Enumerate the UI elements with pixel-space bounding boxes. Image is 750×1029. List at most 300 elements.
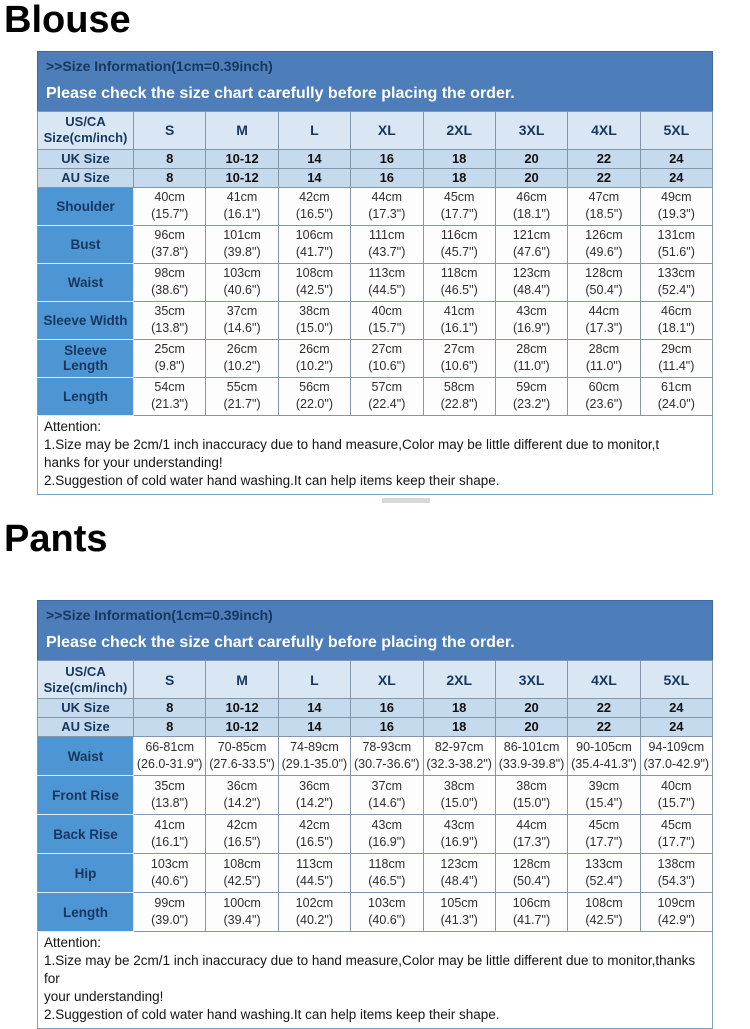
measurement-row: [38, 263, 713, 301]
measurement-cell: [134, 377, 206, 415]
measurement-cell: [206, 854, 278, 893]
uk-size-row-value: 18: [423, 149, 495, 168]
measurement-cell: [351, 301, 423, 339]
value-cm: 96cm: [154, 227, 185, 242]
value-cm: 123cm: [440, 856, 478, 871]
spacer: [0, 564, 750, 600]
uk-size-row: [38, 149, 713, 168]
value-inch: (29.1-35.0"): [281, 757, 348, 772]
value-cm: 57cm: [371, 379, 403, 394]
value-inch: (27.6-33.5"): [209, 757, 275, 772]
measurement-cell: [351, 339, 423, 377]
value-cm: 103cm: [223, 265, 261, 280]
measurement-cell: [423, 187, 495, 225]
value-cm: 49cm: [661, 189, 692, 204]
value-inch: (17.3"): [368, 207, 406, 222]
value-inch: (22.0"): [295, 397, 333, 412]
value-cm: 40cm: [154, 189, 185, 204]
value-cm: 42cm: [299, 817, 330, 832]
size-column-header: M: [206, 661, 278, 699]
value-inch: (52.4"): [585, 874, 623, 889]
value-inch: (10.6"): [440, 359, 478, 374]
value-inch: (48.4"): [440, 874, 478, 889]
attention-line: Attention:: [44, 418, 102, 434]
uk-size-row: [38, 699, 713, 718]
us-ca-line2: Size(cm/inch): [43, 130, 128, 146]
measurement-cell: [351, 854, 423, 893]
value-cm: 36cm: [226, 778, 258, 793]
measurement-cell: [351, 815, 423, 854]
value-inch: (46.5"): [368, 874, 406, 889]
au-size-row-value: 16: [351, 718, 423, 737]
value-inch: (18.1"): [657, 321, 695, 336]
value-inch: (44.5"): [368, 283, 406, 298]
measurement-row: [38, 815, 713, 854]
value-cm: 113cm: [296, 856, 333, 871]
measurement-label: Waist: [38, 263, 134, 301]
value-cm: 100cm: [223, 895, 261, 910]
value-inch: (22.4"): [368, 397, 406, 412]
au-size-row-value: 22: [568, 718, 640, 737]
value-inch: (50.4"): [513, 874, 551, 889]
measurement-row: [38, 737, 713, 776]
measurement-cell: [278, 776, 350, 815]
uk-size-row-value: 8: [134, 699, 206, 718]
size-column-header: XL: [351, 661, 423, 699]
measurement-cell: [423, 377, 495, 415]
attention-line: 2.Suggestion of cold water hand washing.It can help items keep their shape.: [44, 1007, 500, 1023]
value-cm: 108cm: [223, 856, 261, 871]
measurement-cell: [568, 893, 640, 932]
value-cm: 116cm: [440, 227, 478, 242]
measurement-cell: [568, 225, 640, 263]
measurement-cell: [640, 893, 712, 932]
measurement-cell: [134, 737, 206, 776]
measurement-cell: [640, 737, 712, 776]
value-inch: (44.5"): [295, 874, 333, 889]
value-cm: 44cm: [516, 817, 547, 832]
value-cm: 74-89cm: [290, 739, 339, 754]
value-inch: (40.2"): [295, 913, 333, 928]
value-cm: 108cm: [295, 265, 334, 280]
value-inch: (15.7"): [657, 796, 695, 811]
measurement-cell: [423, 301, 495, 339]
value-inch: (41.7"): [295, 245, 333, 260]
value-inch: (42.9"): [657, 913, 695, 928]
measurement-cell: [351, 893, 423, 932]
measurement-cell: [495, 854, 567, 893]
value-cm: 94-109cm: [648, 739, 705, 754]
value-inch: (16.1"): [440, 321, 478, 336]
value-inch: (17.7"): [657, 835, 695, 850]
size-column-header: XL: [351, 111, 423, 149]
value-inch: (18.5"): [585, 207, 623, 222]
measurement-label: Back Rise: [38, 815, 134, 854]
value-cm: 103cm: [150, 856, 189, 871]
value-inch: (17.3"): [513, 835, 551, 850]
us-ca-line2: Size(cm/inch): [43, 679, 128, 695]
size-column-header: L: [278, 111, 350, 149]
value-inch: (48.4"): [513, 283, 551, 298]
blouse-title: Blouse: [4, 0, 131, 41]
size-column-header: 2XL: [423, 111, 495, 149]
uk-size-row-value: 18: [423, 699, 495, 718]
measurement-cell: [640, 263, 712, 301]
measurement-label: Bust: [38, 225, 134, 263]
measurement-cell: [278, 339, 350, 377]
measurement-cell: [495, 815, 567, 854]
measurement-cell: [640, 854, 712, 893]
value-inch: (11.4"): [658, 359, 695, 374]
measurement-cell: [423, 854, 495, 893]
measurement-cell: [640, 301, 712, 339]
value-cm: 102cm: [295, 895, 334, 910]
measurement-cell: [278, 377, 350, 415]
value-inch: (16.5"): [295, 835, 333, 850]
measurement-cell: [206, 737, 278, 776]
value-cm: 60cm: [588, 379, 620, 394]
blouse-size-check-note: Please check the size chart carefully before placing the order.: [46, 84, 515, 102]
measurement-cell: [278, 815, 350, 854]
measurement-cell: [640, 225, 712, 263]
measurement-row: [38, 893, 713, 932]
value-cm: 123cm: [512, 265, 551, 280]
measurement-row: [38, 339, 713, 377]
value-inch: (37.0-42.9"): [643, 757, 710, 772]
blouse-section: [0, 0, 750, 503]
measurement-cell: [278, 225, 350, 263]
value-inch: (24.0"): [657, 397, 695, 412]
value-cm: 118cm: [368, 856, 406, 871]
uk-size-row-value: 16: [351, 699, 423, 718]
blouse-size-table: [37, 111, 713, 416]
measurement-cell: [568, 854, 640, 893]
size-column-header: 4XL: [568, 661, 640, 699]
value-inch: (41.7"): [513, 913, 551, 928]
value-cm: 82-97cm: [434, 739, 484, 754]
uk-size-row-value: 20: [495, 699, 567, 718]
measurement-cell: [351, 377, 423, 415]
value-cm: 41cm: [226, 189, 258, 204]
measurement-cell: [206, 187, 278, 225]
value-inch: (22.8"): [440, 397, 478, 412]
value-cm: 128cm: [512, 856, 551, 871]
value-cm: 86-101cm: [503, 739, 560, 754]
uk-size-row-value: 22: [568, 699, 640, 718]
measurement-cell: [495, 187, 567, 225]
value-inch: (14.2"): [223, 796, 261, 811]
size-column-header: 2XL: [423, 661, 495, 699]
measurement-cell: [206, 776, 278, 815]
measurement-label: Length: [38, 377, 134, 415]
measurement-cell: [568, 737, 640, 776]
uk-size-row-label: UK Size: [38, 699, 134, 718]
measurement-cell: [134, 893, 206, 932]
value-cm: 59cm: [516, 379, 547, 394]
value-inch: (47.6"): [513, 245, 551, 260]
value-cm: 133cm: [657, 265, 696, 280]
value-cm: 26cm: [226, 341, 258, 356]
measurement-cell: [134, 339, 206, 377]
uk-size-row-value: 24: [640, 149, 712, 168]
measurement-cell: [278, 854, 350, 893]
measurement-cell: [134, 187, 206, 225]
pants-size-table: [37, 660, 713, 932]
au-size-row-value: 18: [423, 718, 495, 737]
value-inch: (45.7"): [440, 245, 478, 260]
measurement-row: [38, 377, 713, 415]
measurement-label: Hip: [38, 854, 134, 893]
measurement-cell: [495, 263, 567, 301]
measurement-label: Waist: [38, 737, 134, 776]
size-column-header: S: [134, 111, 206, 149]
uk-size-row-value: 24: [640, 699, 712, 718]
value-cm: 35cm: [154, 303, 185, 318]
value-inch: (10.2"): [223, 359, 261, 374]
size-column-header: M: [206, 111, 278, 149]
value-cm: 40cm: [371, 303, 403, 318]
uk-size-row-value: 14: [278, 699, 350, 718]
measurement-cell: [495, 737, 567, 776]
value-inch: (51.6"): [657, 245, 695, 260]
uk-size-row-value: 16: [351, 149, 423, 168]
pants-size-chart-panel: [37, 600, 713, 1029]
value-inch: (16.9"): [368, 835, 406, 850]
attention-line: your understanding!: [44, 989, 164, 1005]
measurement-cell: [134, 225, 206, 263]
value-inch: (10.2"): [295, 359, 333, 374]
value-cm: 106cm: [512, 895, 551, 910]
size-header-row: [38, 661, 713, 699]
value-inch: (14.6"): [368, 796, 406, 811]
value-cm: 61cm: [661, 379, 692, 394]
measurement-cell: [640, 377, 712, 415]
value-inch: (17.7"): [585, 835, 623, 850]
value-inch: (16.9"): [440, 835, 478, 850]
value-cm: 28cm: [588, 341, 620, 356]
measurement-row: [38, 854, 713, 893]
au-size-row-label: AU Size: [38, 718, 134, 737]
measurement-label: Length: [38, 893, 134, 932]
pants-size-check-note: Please check the size chart carefully before placing the order.: [46, 634, 515, 652]
au-size-row-value: 20: [495, 168, 567, 187]
measurement-cell: [206, 377, 278, 415]
au-size-row-label: AU Size: [38, 168, 134, 187]
value-cm: 98cm: [154, 265, 185, 280]
uk-size-row-value: 8: [134, 149, 206, 168]
value-cm: 133cm: [585, 856, 623, 871]
measurement-cell: [134, 854, 206, 893]
measurement-cell: [423, 893, 495, 932]
measurement-cell: [640, 339, 712, 377]
value-cm: 118cm: [440, 265, 478, 280]
value-cm: 41cm: [154, 817, 185, 832]
value-cm: 113cm: [368, 265, 406, 280]
value-inch: (21.7"): [223, 397, 261, 412]
value-cm: 58cm: [443, 379, 475, 394]
measurement-cell: [568, 776, 640, 815]
size-column-header: 3XL: [495, 111, 567, 149]
value-inch: (38.6"): [151, 283, 189, 298]
au-size-row-value: 8: [134, 168, 206, 187]
value-inch: (16.5"): [223, 835, 261, 850]
au-size-row-value: 20: [495, 718, 567, 737]
value-inch: (40.6"): [368, 913, 406, 928]
value-inch: (46.5"): [440, 283, 478, 298]
au-size-row-value: 10-12: [206, 718, 278, 737]
value-cm: 43cm: [516, 303, 547, 318]
value-cm: 35cm: [154, 778, 185, 793]
value-cm: 46cm: [661, 303, 692, 318]
us-ca-line1: US/CA: [65, 663, 106, 679]
value-cm: 43cm: [443, 817, 475, 832]
measurement-cell: [423, 737, 495, 776]
au-size-row-value: 24: [640, 168, 712, 187]
value-cm: 41cm: [443, 303, 475, 318]
value-inch: (15.0"): [440, 796, 478, 811]
us-ca-size-header: [38, 661, 134, 699]
size-column-header: 3XL: [495, 661, 567, 699]
value-cm: 29cm: [661, 341, 692, 356]
measurement-cell: [640, 776, 712, 815]
value-cm: 27cm: [371, 341, 403, 356]
measurement-cell: [134, 301, 206, 339]
pants-size-info-heading: >>Size Information(1cm=0.39inch): [46, 607, 273, 624]
measurement-cell: [278, 301, 350, 339]
uk-size-row-value: 10-12: [206, 699, 278, 718]
measurement-cell: [134, 776, 206, 815]
measurement-row: [38, 187, 713, 225]
pants-section: [0, 503, 750, 1029]
value-cm: 106cm: [295, 227, 334, 242]
value-cm: 45cm: [443, 189, 475, 204]
value-inch: (39.8"): [223, 245, 261, 260]
uk-size-row-label: UK Size: [38, 149, 134, 168]
au-size-row-value: 18: [423, 168, 495, 187]
measurement-cell: [206, 301, 278, 339]
value-cm: 38cm: [299, 303, 330, 318]
value-inch: (37.8"): [151, 245, 189, 260]
value-cm: 38cm: [516, 778, 547, 793]
measurement-cell: [423, 776, 495, 815]
value-inch: (17.7"): [440, 207, 478, 222]
value-inch: (54.3"): [657, 874, 695, 889]
uk-size-row-value: 10-12: [206, 149, 278, 168]
value-cm: 78-93cm: [362, 739, 412, 754]
value-inch: (50.4"): [585, 283, 623, 298]
uk-size-row-value: 20: [495, 149, 567, 168]
measurement-cell: [278, 187, 350, 225]
measurement-cell: [568, 263, 640, 301]
value-cm: 37cm: [226, 303, 258, 318]
blouse-size-info-banner: [37, 51, 713, 111]
value-inch: (11.0"): [585, 359, 623, 374]
value-cm: 38cm: [443, 778, 475, 793]
value-inch: (16.5"): [295, 207, 333, 222]
value-cm: 54cm: [154, 379, 185, 394]
value-inch: (33.9-39.8"): [498, 757, 565, 772]
value-inch: (15.4"): [585, 796, 623, 811]
value-inch: (43.7"): [368, 245, 406, 260]
au-size-row-value: 8: [134, 718, 206, 737]
value-cm: 138cm: [657, 856, 696, 871]
value-inch: (26.0-31.9"): [136, 757, 203, 772]
blouse-attention-box: [37, 416, 713, 495]
value-cm: 128cm: [585, 265, 623, 280]
value-inch: (23.6"): [585, 397, 623, 412]
measurement-row: [38, 776, 713, 815]
value-inch: (23.2"): [513, 397, 551, 412]
value-inch: (15.0"): [513, 796, 551, 811]
value-cm: 42cm: [299, 189, 330, 204]
measurement-cell: [278, 893, 350, 932]
measurement-cell: [568, 301, 640, 339]
au-size-row-value: 14: [278, 168, 350, 187]
value-cm: 28cm: [516, 341, 547, 356]
au-size-row: [38, 168, 713, 187]
value-inch: (39.4"): [223, 913, 261, 928]
measurement-cell: [423, 339, 495, 377]
measurement-row: [38, 225, 713, 263]
value-inch: (42.5"): [223, 874, 261, 889]
measurement-cell: [278, 263, 350, 301]
measurement-cell: [351, 187, 423, 225]
size-column-header: 4XL: [568, 111, 640, 149]
measurement-cell: [568, 187, 640, 225]
size-header-row: [38, 111, 713, 149]
value-inch: (14.2"): [295, 796, 333, 811]
value-inch: (10.6"): [368, 359, 406, 374]
value-cm: 90-105cm: [576, 739, 632, 754]
value-cm: 27cm: [443, 341, 475, 356]
value-inch: (11.0"): [513, 359, 550, 374]
value-inch: (30.7-36.6"): [354, 757, 420, 772]
pants-attention-box: [37, 932, 713, 1029]
us-ca-line1: US/CA: [65, 114, 106, 130]
value-inch: (19.3"): [657, 207, 695, 222]
value-cm: 36cm: [299, 778, 330, 793]
value-cm: 42cm: [226, 817, 258, 832]
value-inch: (41.3"): [440, 913, 478, 928]
value-inch: (40.6"): [223, 283, 261, 298]
size-column-header: 5XL: [640, 111, 712, 149]
value-cm: 47cm: [588, 189, 620, 204]
value-cm: 70-85cm: [217, 739, 267, 754]
measurement-label: Sleeve Width: [38, 301, 134, 339]
value-inch: (32.3-38.2"): [426, 757, 492, 772]
value-inch: (49.6"): [585, 245, 623, 260]
measurement-label: Shoulder: [38, 187, 134, 225]
measurement-row: [38, 301, 713, 339]
value-cm: 101cm: [223, 227, 261, 242]
attention-line: 2.Suggestion of cold water hand washing.It can help items keep their shape.: [44, 472, 500, 488]
measurement-label: Sleeve Length: [38, 339, 134, 377]
value-inch: (16.9"): [513, 321, 551, 336]
size-column-header: S: [134, 661, 206, 699]
value-inch: (42.5"): [295, 283, 333, 298]
measurement-cell: [206, 815, 278, 854]
measurement-cell: [206, 339, 278, 377]
value-cm: 108cm: [585, 895, 623, 910]
measurement-cell: [568, 339, 640, 377]
size-column-header: L: [278, 661, 350, 699]
measurement-cell: [351, 225, 423, 263]
value-cm: 26cm: [299, 341, 330, 356]
value-cm: 55cm: [226, 379, 258, 394]
value-cm: 45cm: [588, 817, 620, 832]
measurement-cell: [206, 263, 278, 301]
measurement-cell: [495, 377, 567, 415]
